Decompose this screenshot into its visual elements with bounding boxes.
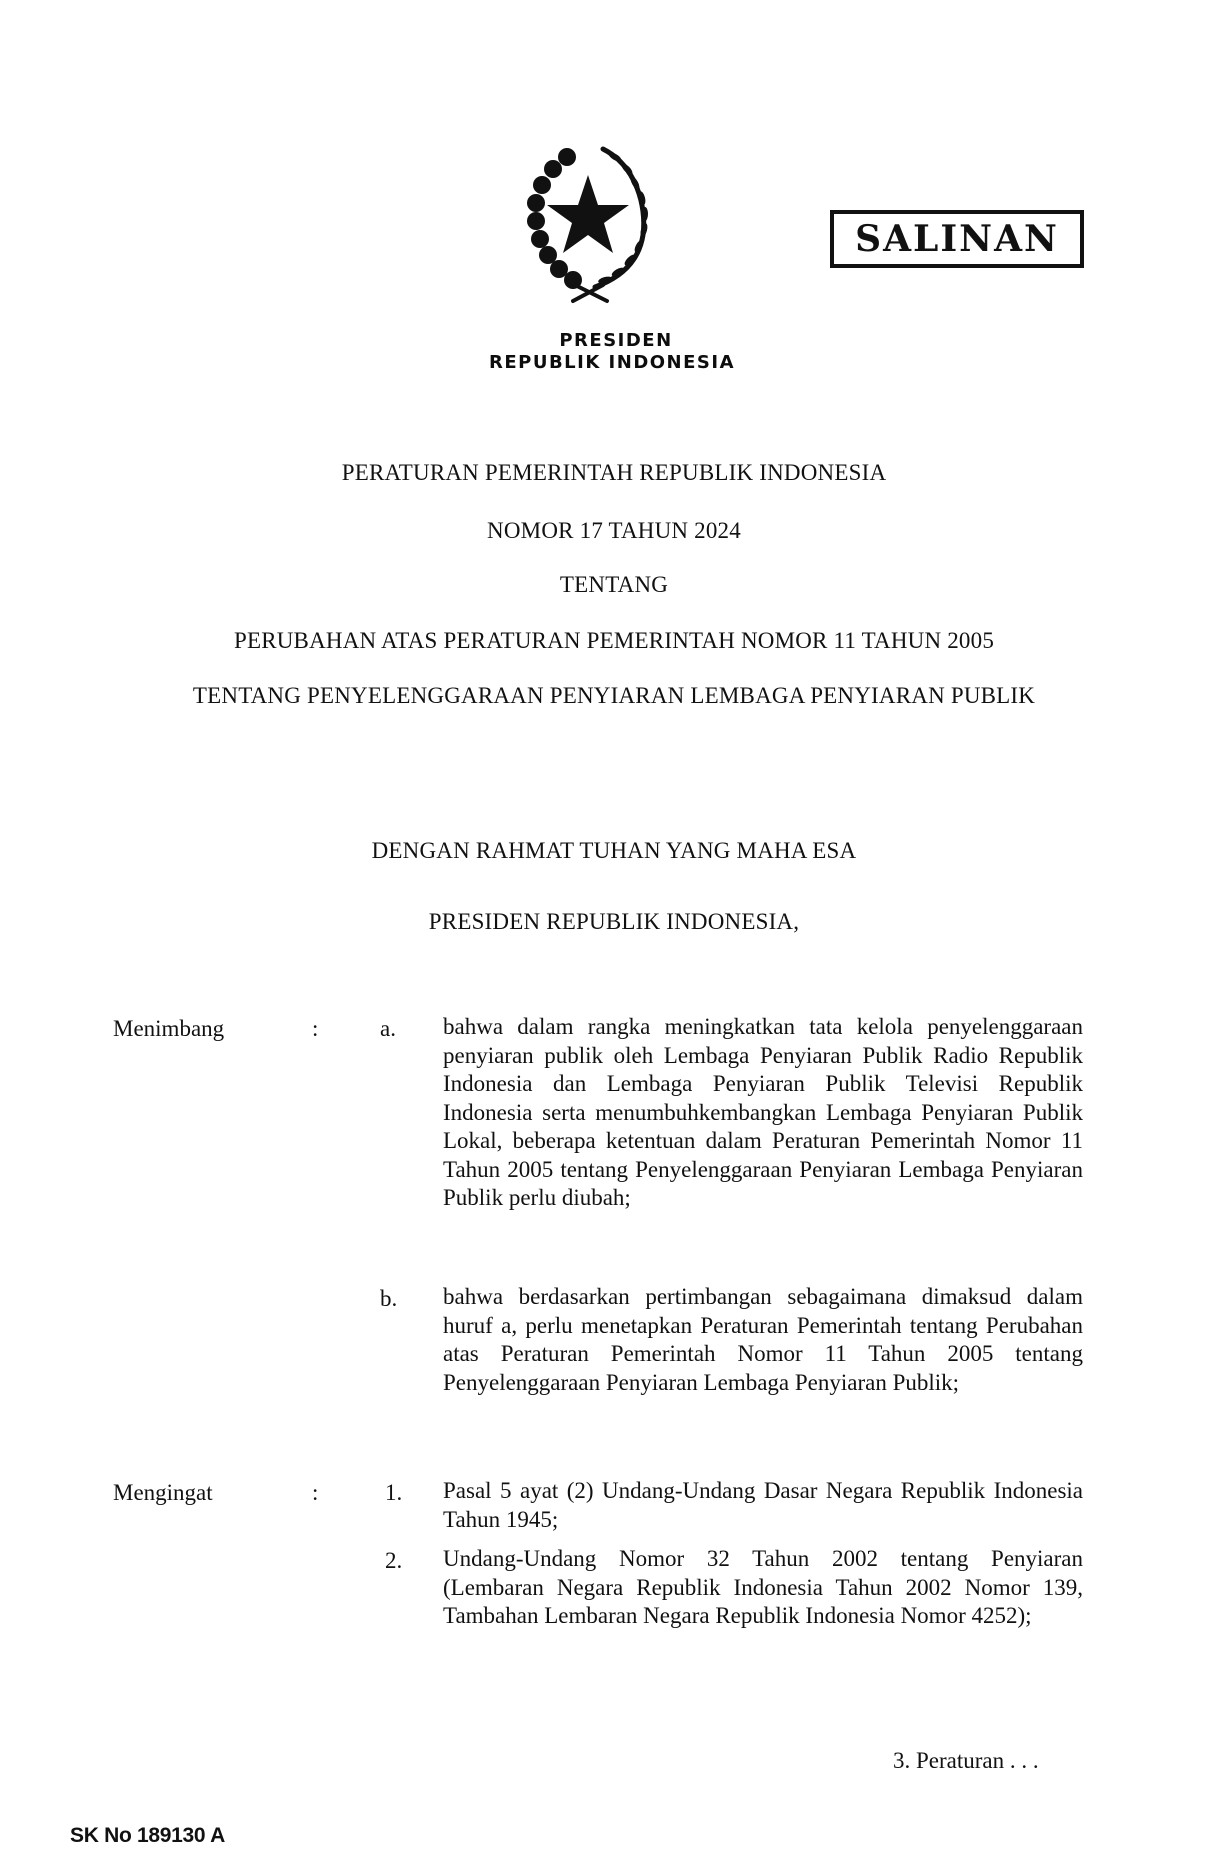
mengingat-item-marker: 1.	[385, 1480, 403, 1505]
menimbang-item-text: bahwa dalam rangka meningkatkan tata kelola penyelenggaraan penyiaran publik oleh Lembaga Penyiaran Publik Radio Republik Indonesia dan Lembaga Penyiaran Publik Televisi Republik Indonesia serta menumbuhkembangkan Lembaga Penyiaran Publik Lokal, beberapa ketentuan dalam Peraturan Pemerintah Nomor 11 Tahun 2005 tentang Penyelenggaraan Penyiaran Lembaga Penyiaran Publik perlu diubah;	[443, 1014, 1083, 1210]
salinan-stamp: SALINAN	[830, 210, 1084, 268]
issuer-line-republik: REPUBLIK INDONESIA	[488, 352, 736, 373]
preamble-president: PRESIDEN REPUBLIK INDONESIA,	[428, 909, 800, 934]
presidential-emblem-icon	[515, 135, 660, 310]
mengingat-item-marker: 2.	[385, 1548, 403, 1573]
menimbang-item-text: bahwa berdasarkan pertimbangan sebagaimana dimaksud dalam huruf a, perlu menetapkan Peraturan Pemerintah tentang Perubahan atas Peraturan Pemerintah Nomor 11 Tahun 2005 tentang Penyelenggaraan Penyiaran Lembaga Penyiaran Publik;	[443, 1284, 1083, 1395]
mengingat-item-text: Undang-Undang Nomor 32 Tahun 2002 tentang Penyiaran (Lembaran Negara Republik Indonesia Tahun 2002 Nomor 139, Tambahan Lembaran Negara Republik Indonesia Nomor 4252);	[443, 1546, 1083, 1628]
menimbang-colon: :	[312, 1016, 319, 1041]
mengingat-item-text: Pasal 5 ayat (2) Undang-Undang Dasar Negara Republik Indonesia Tahun 1945;	[443, 1478, 1083, 1532]
regulation-title: PERATURAN PEMERINTAH REPUBLIK INDONESIA	[341, 460, 887, 485]
page-continuation-catchword: 3. Peraturan . . .	[893, 1748, 1039, 1773]
regulation-about-label: TENTANG	[559, 572, 669, 597]
mengingat-label: Mengingat	[113, 1480, 213, 1505]
menimbang-item-marker: b.	[380, 1286, 398, 1311]
menimbang-item-marker: a.	[380, 1016, 396, 1041]
preamble-invocation: DENGAN RAHMAT TUHAN YANG MAHA ESA	[371, 838, 857, 863]
issuer-line-presiden: PRESIDEN	[559, 330, 673, 351]
regulation-number: NOMOR 17 TAHUN 2024	[487, 518, 741, 543]
mengingat-colon: :	[312, 1480, 319, 1505]
sk-serial-number: SK No 189130 A	[70, 1824, 225, 1847]
regulation-subject-line2: TENTANG PENYELENGGARAAN PENYIARAN LEMBAGA PENYIARAN PUBLIK	[192, 683, 1036, 708]
regulation-subject-line1: PERUBAHAN ATAS PERATURAN PEMERINTAH NOMOR 11 TAHUN 2005	[233, 628, 995, 653]
menimbang-label: Menimbang	[113, 1016, 225, 1041]
